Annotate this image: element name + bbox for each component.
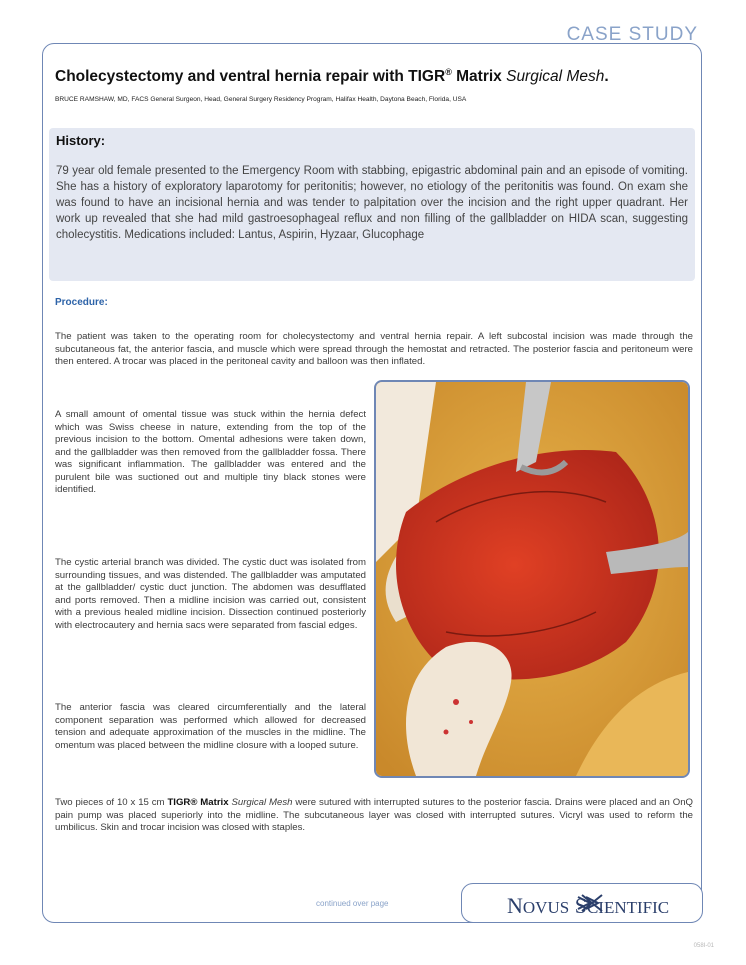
title-period: . (604, 68, 609, 86)
article-title (55, 67, 695, 86)
title-subtitle: Surgical Mesh (501, 68, 605, 86)
author-line: BRUCE RAMSHAW, MD, FACS General Surgeon, Head, General Surgery Residency Program, Halifax Health, Daytona Beach, Florida, USA (55, 96, 467, 103)
document-number: 058I-01 (693, 943, 714, 949)
title-main: Cholecystectomy and ventral hernia repair with TIGR (55, 68, 446, 86)
history-heading: History: (56, 133, 106, 148)
p5-product: TIGR® Matrix (167, 797, 229, 808)
logo-n: N (507, 893, 523, 918)
procedure-paragraph-4: The anterior fascia was cleared circumferentially and the lateral component separation was performed which allowed for decreased tension and adequate approximation of the muscles in the midline. The omentum was placed between the midline closure with a looped suture. (55, 702, 366, 751)
surgical-photo (374, 380, 690, 778)
procedure-paragraph-1: The patient was taken to the operating room for cholecystectomy and ventral hernia repair. A left subcostal incision was made through the subcutaneous fat, the anterior fascia, and muscle which were spread through the hemostat and retracted. The posterior fascia and peritoneum were then entered. A trocar was placed in the peritoneal cavity and balloon was then inflated. (55, 331, 693, 367)
logo-cientific: CIENTIFIC (586, 898, 670, 917)
logo-ovus: OVUS (522, 898, 570, 917)
procedure-heading: Procedure: (55, 297, 108, 308)
p5-mesh: Surgical Mesh (231, 797, 293, 808)
registered-mark: ® (445, 67, 452, 77)
p5-rest: were sutured with interrupted sutures to the posterior fascia. Drains were placed and an OnQ pain pump was placed superiorly into the midline. The subcutaneous layer was closed with interrupted sutures. Vicryl was used to reform the umbilicus. Skin and trocar incision was closed with staples. (55, 797, 693, 833)
procedure-paragraph-5 (55, 797, 693, 835)
p5-start: Two pieces of 10 x 15 cm (55, 797, 168, 808)
procedure-paragraph-3: The cystic arterial branch was divided. The cystic duct was isolated from surrounding tissues, and was distended. The gallbladder was amputated at the gallbladder/ cystic duct junction. The abdomen was desufflated and ports removed. Then a midline incision was carried out, consistent with a previous healed midline incision. Dissection continued posteriorly with electrocautery and hernia sacs were separated from fascial edges. (55, 557, 366, 631)
continued-note: continued over page (316, 899, 389, 908)
title-product: Matrix (451, 68, 502, 86)
logo-s: S (569, 893, 587, 918)
procedure-paragraph-2: A small amount of omental tissue was stuck within the hernia defect which was Swiss cheese in nature, extending from the top of the previous incision to the bottom. Omental adhesions were taken down, and the gallbladder was then removed from the gallbladder fossa. There was significant inflammation. The gallbladder was entered and the purulent bile was suctioned out and multiple tiny black stones were identified. (55, 409, 366, 495)
case-study-label: CASE STUDY (566, 24, 698, 45)
surgical-photo-image (376, 382, 688, 776)
novus-scientific-logo (507, 893, 669, 919)
history-text: 79 year old female presented to the Emergency Room with stabbing, epigastric abdominal pain and an episode of vomiting. She has a history of exploratory laparotomy for peritonitis; however, no etiology of the peritonitis was found. On exam she was found to have an incisional hernia and was tender to palpitation over the incision and the right upper quadrant. Her work up revealed that she had mild gastroesophageal reflux and non filling of the gallbladder on HIDA scan, suggesting cholecystitis. Medications included: Lantus, Aspirin, Hyzaar, Glucophage (56, 165, 688, 241)
